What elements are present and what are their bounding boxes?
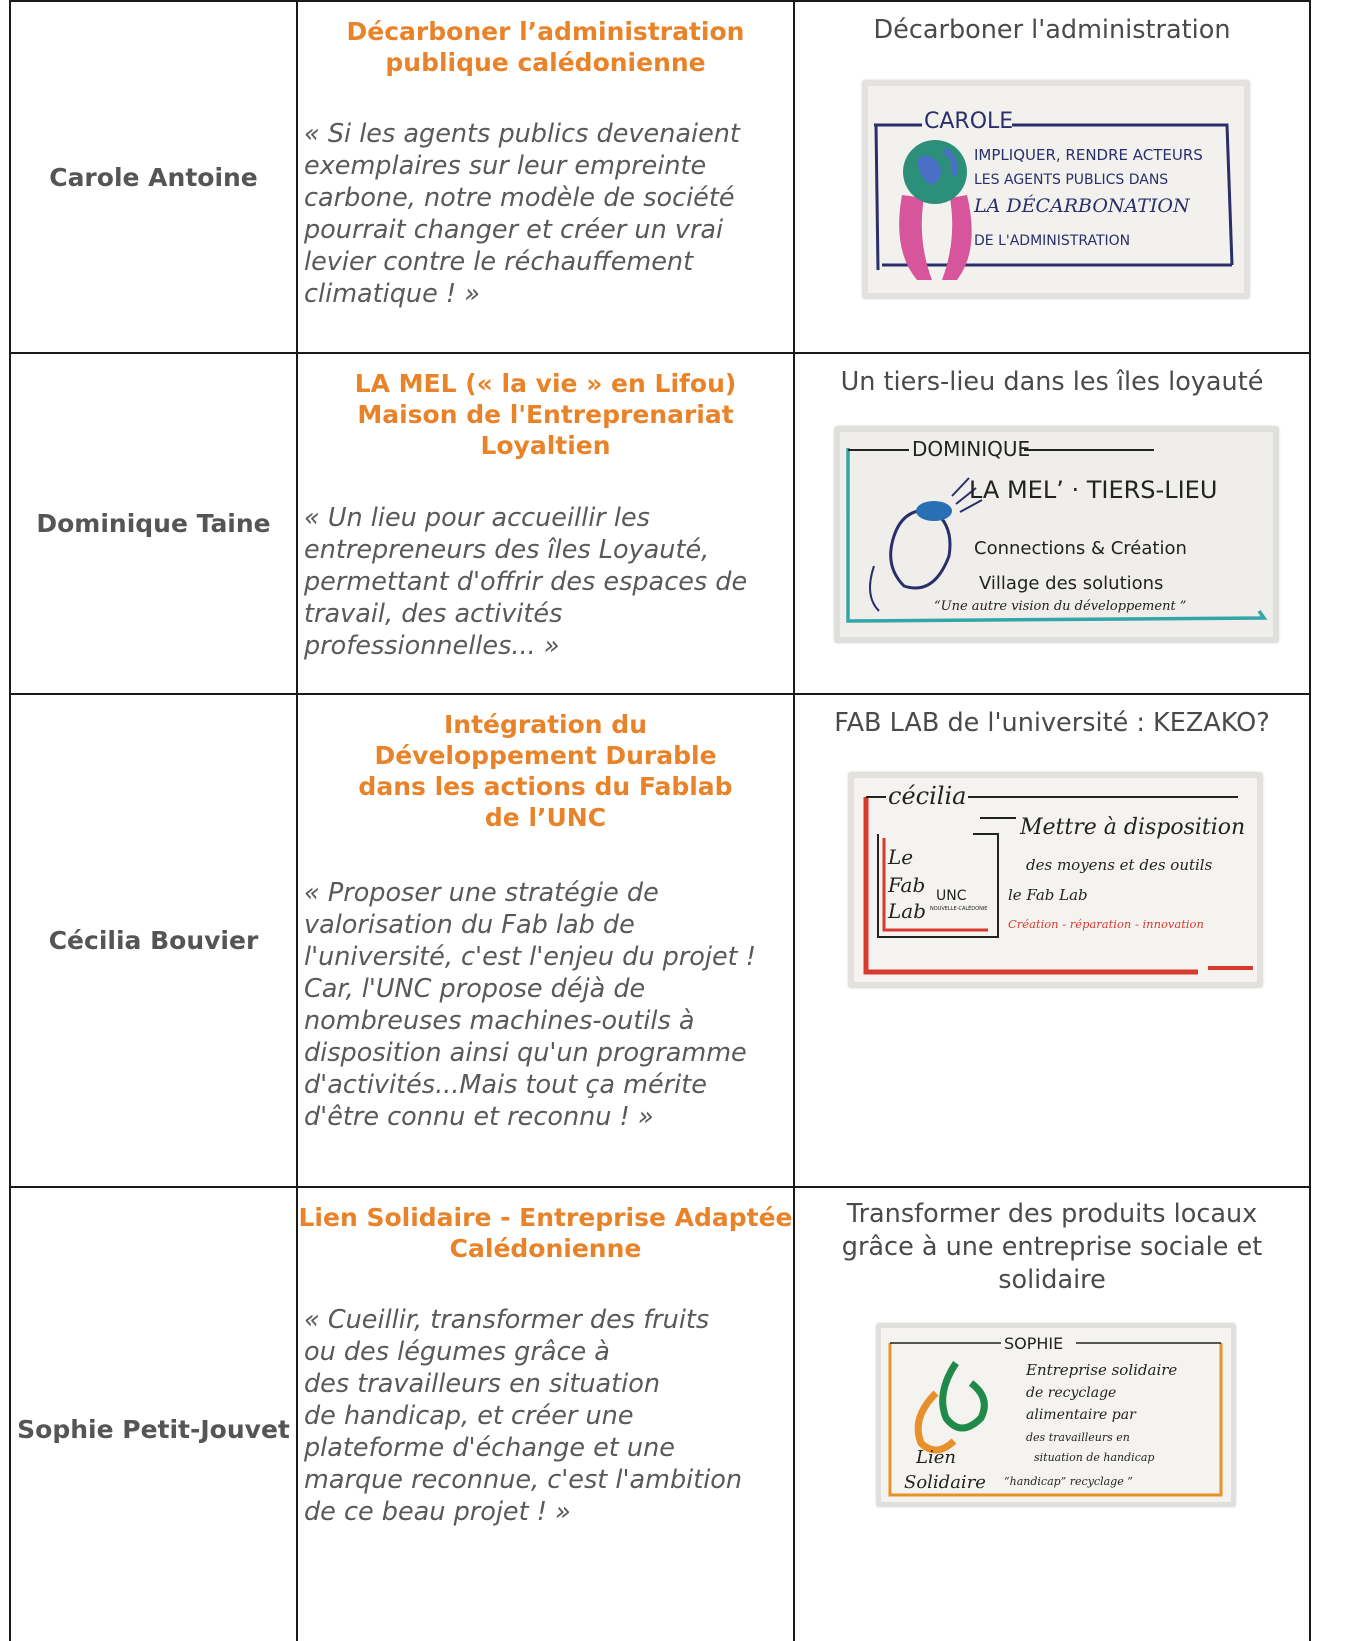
logo-line: Lien <box>916 1447 956 1468</box>
poster-line: Création - réparation - innovation <box>1008 917 1204 931</box>
project-title: LA MEL (« la vie » en Lifou) Maison de l'Entreprenariat Loyaltien <box>354 369 737 460</box>
person-name: Carole Antoine <box>49 162 258 192</box>
image-caption: FAB LAB de l'université : KEZAKO? <box>834 708 1270 738</box>
poster-header: SOPHIE <box>1004 1334 1064 1353</box>
poster-line: situation de handicap <box>1034 1451 1155 1464</box>
poster-line: de recyclage <box>1026 1385 1117 1401</box>
poster-line: IMPLIQUER, RENDRE ACTEURS <box>974 146 1203 164</box>
unc-logo: UNC <box>936 888 967 904</box>
fablab-box-line: Fab <box>888 873 926 897</box>
person-name: Cécilia Bouvier <box>48 926 259 955</box>
poster-header: cécilia <box>888 782 967 810</box>
project-title: Lien Solidaire - Entreprise Adaptée Calédonienne <box>298 1203 793 1263</box>
poster-line: Entreprise solidaire <box>1026 1361 1178 1379</box>
project-quote: « Proposer une stratégie de valorisation du Fab lab de l'université, c'est l'enjeu du projet ! Car, l'UNC propose déjà de nombreuses machines-outils à disposition ainsi qu'un programme d'activités...Mais tout ça mérite d'être connu et reconnu ! » <box>304 878 756 1132</box>
poster-line: “Une autre vision du développement ” <box>934 599 1187 614</box>
logo-line: Solidaire <box>904 1472 986 1493</box>
poster-line: LA DÉCARBONATION <box>974 195 1190 217</box>
poster-line: Connections & Création <box>974 538 1187 559</box>
table-column-rule <box>793 0 795 1641</box>
image-caption: Décarboner l'administration <box>873 15 1231 45</box>
project-quote: « Un lieu pour accueillir les entrepreneurs des îles Loyauté, permettant d'offrir des espaces de travail, des activités professionnelles... » <box>304 503 748 661</box>
fablab-box-line: Lab <box>888 899 927 923</box>
person-name: Sophie Petit-Jouvet <box>17 1415 290 1444</box>
poster-line: Mettre à disposition <box>1020 815 1246 840</box>
poster-line: des travailleurs en <box>1026 1431 1130 1444</box>
poster-line: alimentaire par <box>1026 1407 1136 1423</box>
project-title: Intégration du Développement Durable dans les actions du Fablab de l’UNC <box>358 710 733 832</box>
project-quote: « Cueillir, transformer des fruits ou des légumes grâce à des travailleurs en situation de handicap, et créer une plateforme d'échange et une marque reconnue, c'est l'ambition de ce beau projet ! » <box>304 1305 743 1527</box>
poster-photo-dominique <box>834 426 1279 643</box>
project-quote: « Si les agents publics devenaient exemplaires sur leur empreinte carbone, notre modèle de société pourrait changer et créer un vrai levier contre le réchauffement climatique ! » <box>304 119 740 309</box>
poster-header: DOMINIQUE <box>912 437 1031 461</box>
poster-line: le Fab Lab <box>1008 886 1088 904</box>
unc-logo-sub: NOUVELLE-CALÉDONIE <box>930 906 988 912</box>
poster-header: CAROLE <box>924 109 1014 134</box>
poster-line: “handicap” recyclage ” <box>1004 1475 1133 1488</box>
poster-line: Village des solutions <box>979 573 1164 594</box>
image-caption: Un tiers-lieu dans les îles loyauté <box>840 367 1264 397</box>
fablab-box-line: Le <box>888 845 914 869</box>
image-caption: Transformer des produits locaux grâce à une entreprise sociale et solidaire <box>841 1199 1263 1295</box>
poster-photo-cecilia <box>848 772 1263 988</box>
poster-line: DE L'ADMINISTRATION <box>974 233 1131 249</box>
poster-photo-carole <box>862 80 1250 299</box>
project-title: Décarboner l’administration publique calédonienne <box>346 17 745 77</box>
poster-line: LES AGENTS PUBLICS DANS <box>974 172 1169 188</box>
poster-line: LA MEL’ · TIERS-LIEU <box>969 476 1218 504</box>
person-name: Dominique Taine <box>36 509 271 538</box>
poster-line: des moyens et des outils <box>1026 856 1213 874</box>
poster-photo-sophie <box>876 1323 1236 1507</box>
